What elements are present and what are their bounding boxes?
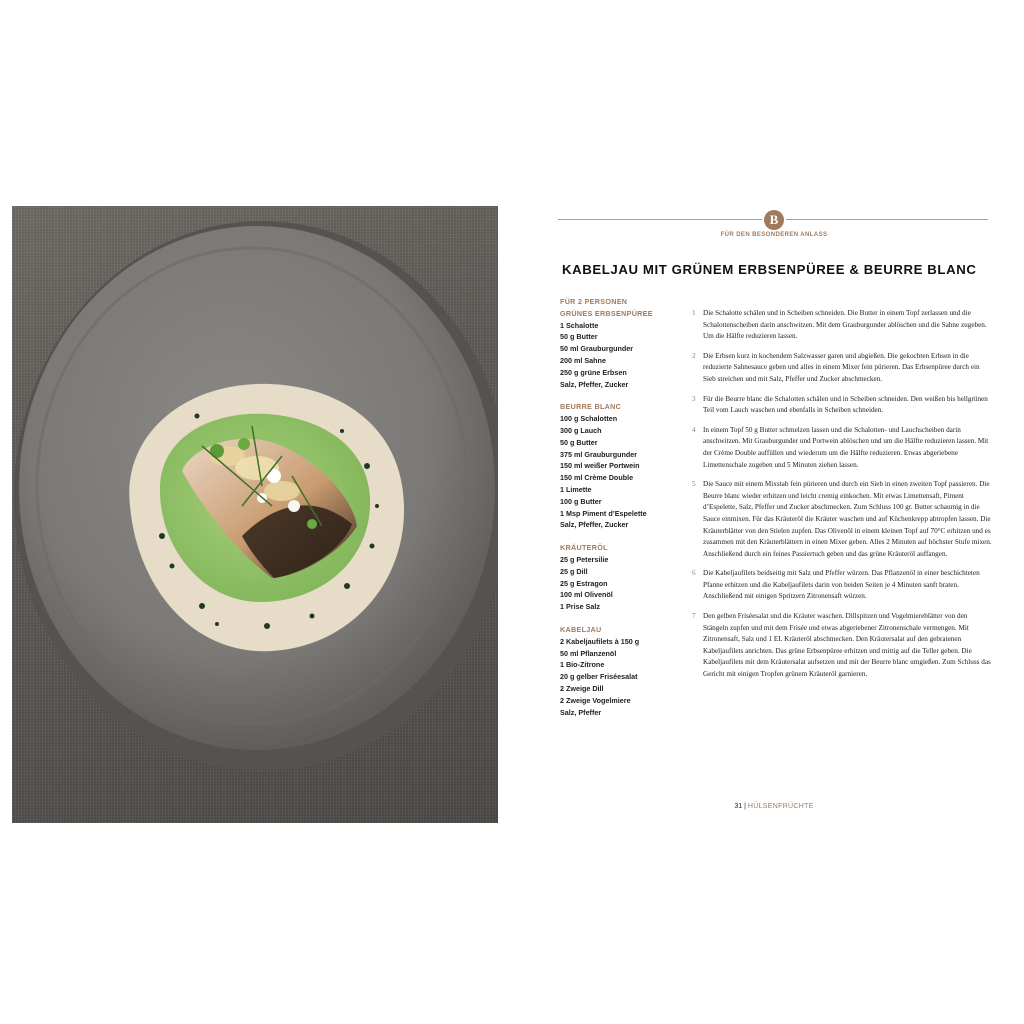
ingredient-item: 25 g Estragon	[560, 578, 608, 588]
section-label: FÜR DEN BESONDEREN ANLASS	[720, 232, 828, 238]
ingredient-item: 375 ml Grauburgunder	[560, 449, 638, 459]
ingredient-item: 1 Schalotte	[560, 320, 599, 330]
step	[692, 425, 992, 471]
step	[692, 308, 992, 343]
ingredient-item: 1 Limette	[560, 484, 592, 494]
ingredient-item: 50 ml Grauburgunder	[560, 344, 634, 354]
step-number: 3	[692, 394, 696, 403]
step	[692, 611, 992, 681]
ingredient-item: 1 Prise Salz	[560, 602, 600, 612]
ingredient-item: 100 ml Olivenöl	[560, 590, 613, 600]
recipe-title: KABELJAU MIT GRÜNEM ERBSENPÜREE & BEURRE BLANC	[562, 262, 977, 277]
step-number: 5	[692, 480, 696, 489]
ingredient-item: 2 Zweige Vogelmiere	[560, 695, 631, 705]
step-text: Die Schalotte schälen und in Scheiben schneiden. Die Butter in einem Topf zerlassen und die Schalottenscheiben darin anschwitzen. Mit dem Grauburgunder ablöschen und die Sahne zugeben. Um die Hälfte reduzieren lassen.	[703, 309, 987, 341]
step	[692, 568, 992, 603]
step	[692, 479, 992, 560]
ingredient-item: 200 ml Sahne	[560, 355, 606, 365]
step-text: Die Kabeljaufilets beidseitig mit Salz und Pfeffer würzen. Das Pflanzenöl in einer beschichteten Pfanne erhitzen und die Kabeljaufilets darin von beiden Seiten je 4 Minuten sanft braten. Anschließend mit einigen Spritzern Zitronensaft würzen.	[703, 569, 980, 601]
step-text: Die Sauce mit einem Mixstab fein pürieren und durch ein Sieb in einen zweiten Topf passieren. Die Beurre blanc wieder erhitzen und leicht cremig einkochen. Mit etwas Limettensaft, Piment d’Espelette, Salz, Pfeffer und Zucker abschmecken. Zum Schluss 100 gr. Butter schaumig in die Sauce einmixen. Für das Kräuteröl die Kräuter waschen und auf Küchenkrepp abtropfen lassen. Die Kräuterblätter von den Stielen zupfen. Das Olivenöl in einem kleinen Topf auf 70°C erhitzen und es zusammen mit den Kräuterblättern in einen Mixer geben. Alles 2 Minuten auf höchster Stufe mixen. Anschließend durch ein feines Passiertuch geben und das grüne Kräuteröl auffangen.	[703, 480, 992, 558]
step	[692, 394, 992, 417]
header-rule-right	[786, 219, 988, 220]
ingredient-item: 250 g grüne Erbsen	[560, 367, 627, 377]
ingredient-item: 150 ml Crème Double	[560, 473, 634, 483]
ingredient-item: 20 g gelber Friséesalat	[560, 672, 638, 682]
page-footer	[700, 803, 848, 810]
ingredient-item: 25 g Dill	[560, 566, 588, 576]
ingredient-item: Salz, Pfeffer, Zucker	[560, 379, 629, 389]
step-text: Die Erbsen kurz in kochendem Salzwasser garen und abgießen. Die gekochten Erbsen in die reduzierte Sahnesauce geben und alles in einem Mixer fein pürieren. Das Erbsenpüree durch ein Sieb streichen und mit Salz, Pfeffer und Zucker abschmecken.	[703, 351, 980, 383]
footer-separator: |	[744, 803, 746, 810]
ingredient-item: 100 g Schalotten	[560, 414, 618, 424]
ingredient-item: Salz, Pfeffer	[560, 707, 602, 717]
step	[692, 351, 992, 386]
ingredient-item: 100 g Butter	[560, 496, 602, 506]
step-number: 7	[692, 612, 696, 621]
step-text: Den gelben Friséesalat und die Kräuter waschen. Dillspitzen und Vogelmiereblätter von den Stängeln zupfen und mit dem Frisée und etwas abgeriebener Zitronenschale vermengen. Mit Zitronensaft, Salz und 1 EL Kräuteröl abschmecken. Den Kräutersalat auf den gebratenen Kabeljaufilets anrichten. Das grüne Erbsenpüree erhitzen und mittig auf die Teller geben. Die Kabeljaufilets mit dem Kräutersalat aufsetzen und mit der Beurre blanc umgießen. Zum Schluss das Gericht mit einigen Tropfen grünem Kräuteröl garnieren.	[703, 612, 991, 679]
step-text: In einem Topf 50 g Butter schmelzen lassen und die Schalotten- und Lauchscheiben darin anschwitzen. Mit Grauburgunder und Portwein ablöschen und um die Hälfte reduzieren lassen. Mit der Crème Double auffüllen und wiederum um die Hälfte reduzieren. Etwas abgeriebene Limettenschale zugeben und 5 Minuten ziehen lassen.	[703, 425, 989, 469]
ingredient-heading: GRÜNES ERBSENPÜREE	[560, 308, 653, 318]
page-number: 31	[734, 803, 743, 810]
step-number: 2	[692, 351, 696, 360]
ingredient-list	[560, 296, 688, 729]
step-text: Für die Beurre blanc die Schalotten schälen und in Scheiben schneiden. Den weißen bis hellgrünen Teil vom Lauch waschen und ebenfalls in Scheiben schneiden.	[703, 394, 988, 415]
ingredient-group	[560, 624, 688, 718]
step-number: 1	[692, 309, 696, 317]
ingredient-item: Salz, Pfeffer, Zucker	[560, 520, 629, 530]
ingredient-item: 150 ml weißer Portwein	[560, 461, 640, 471]
ingredient-item: 2 Kabeljaufilets à 150 g	[560, 636, 640, 646]
ingredient-heading: KRÄUTERÖL	[560, 543, 608, 553]
step-number: 6	[692, 569, 696, 578]
ingredient-group	[560, 308, 688, 391]
ingredient-group	[560, 401, 688, 531]
ingredient-item: 2 Zweige Dill	[560, 683, 604, 693]
ingredient-item: 50 ml Pflanzenöl	[560, 648, 617, 658]
dish-photo	[12, 206, 498, 823]
ingredient-heading: KABELJAU	[560, 624, 602, 634]
header-rule-left	[558, 219, 762, 220]
footer-section: HÜLSENFRÜCHTE	[747, 803, 814, 810]
ingredient-item: 50 g Butter	[560, 332, 598, 342]
preparation-steps	[692, 308, 992, 689]
ingredient-item: 1 Msp Piment d’Espelette	[560, 508, 647, 518]
ingredient-heading: FÜR 2 PERSONEN	[560, 297, 628, 306]
ingredient-item: 300 g Lauch	[560, 425, 602, 435]
ingredient-item: 25 g Petersilie	[560, 554, 609, 564]
ingredient-item: 50 g Butter	[560, 437, 598, 447]
step-number: 4	[692, 425, 696, 434]
ingredient-heading: BEURRE BLANC	[560, 402, 622, 412]
ingredient-item: 1 Bio-Zitrone	[560, 660, 605, 670]
plated-dish-illustration	[12, 206, 498, 823]
ingredient-group	[560, 542, 688, 613]
ingredient-group	[560, 296, 688, 308]
section-badge: B	[764, 210, 784, 230]
